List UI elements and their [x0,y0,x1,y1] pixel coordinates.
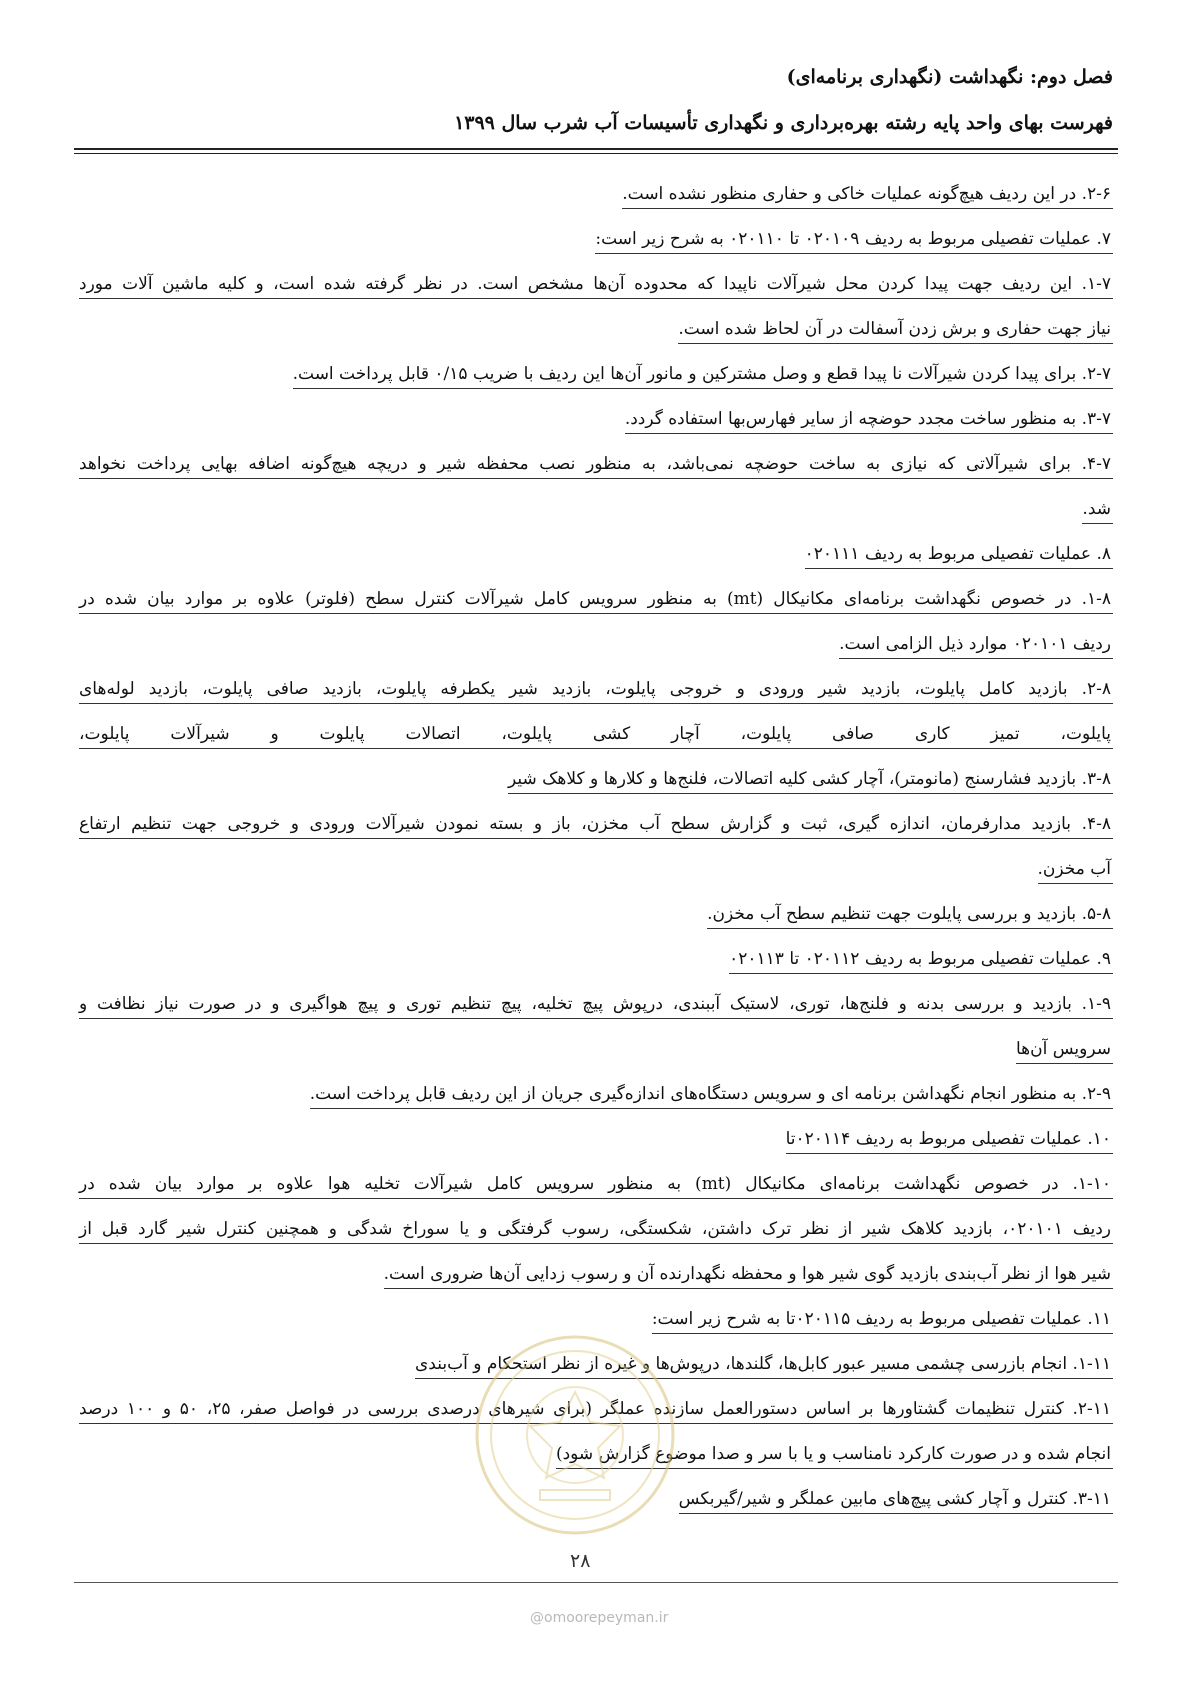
text-line [79,407,1113,452]
text-line [79,452,1113,497]
text-line [79,632,1113,677]
line-text: ۲-۹. به منظور انجام نگهداشن برنامه ای و سرویس دستگاه‌های اندازه‌گیری جریان از این ردیف قابل پرداخت است. [310,1082,1113,1109]
text-line [79,767,1113,812]
footer-divider [74,1582,1118,1583]
header-divider-thin [74,153,1118,154]
line-text: ۱-۷. این ردیف جهت پیدا کردن محل شیرآلات ناپیدا که محدوده آن‌ها مشخص است. در نظر گرفته شده است، و کلیه ماشین آلات مورد [79,272,1113,299]
line-text: ۵-۸. بازدید و بررسی پایلوت جهت تنظیم سطح آب مخزن. [707,902,1113,929]
line-text: ۱۰. عملیات تفصیلی مربوط به ردیف ۰۲۰۱۱۴تا [786,1127,1113,1154]
line-text: آب مخزن. [1038,857,1113,884]
line-text: ۲-۸. بازدید کامل پایلوت، بازدید شیر ورودی و خروجی پایلوت، بازدید شیر یکطرفه پایلوت، بازدید صافی پایلوت، بازدید لوله‌های [79,677,1113,704]
line-text: ۳-۷. به منظور ساخت مجدد حوضچه از سایر فهارس‌بها استفاده گردد. [625,407,1113,434]
line-text: سرویس آن‌ها [1016,1037,1113,1064]
line-text: ۴-۷. برای شیرآلاتی که نیازی به ساخت حوضچه نمی‌باشد، به منظور نصب محفظه شیر و دریچه هیچ‌گونه اضافه بهایی پرداخت نخواهد [79,452,1113,479]
line-text: ردیف ۰۲۰۱۰۱، بازدید کلاهک شیر از نظر ترک داشتن، شکستگی، رسوب گرفتگی و یا سوراخ شدگی و همچنین کنترل شیر گارد قبل از [79,1217,1113,1244]
text-line [79,1082,1113,1127]
text-line [79,812,1113,857]
watermark-text: @omoorepeyman.ir [530,1610,669,1626]
text-line [79,227,1113,272]
line-text: ۲-۷. برای پیدا کردن شیرآلات نا پیدا قطع و وصل مشترکین و مانور آن‌ها این ردیف با ضریب ۰/۱۵ قابل پرداخت است. [293,362,1113,389]
text-line [79,992,1113,1037]
text-line [79,677,1113,722]
text-line [79,1217,1113,1262]
line-text: نیاز جهت حفاری و برش زدن آسفالت در آن لحاظ شده است. [678,317,1113,344]
text-line [79,947,1113,992]
text-line [79,497,1113,542]
line-text: ۱-۱۰. در خصوص نگهداشت برنامه‌ای مکانیکال (mt) به منظور سرویس کامل شیرآلات تخلیه هوا علاوه بر موارد بیان شده در [79,1172,1113,1199]
chapter-heading: فصل دوم: نگهداشت (نگهداری برنامه‌ای) [786,66,1113,88]
text-line [79,542,1113,587]
line-text: ۲-۱۱. کنترل تنظیمات گشتاورها بر اساس دستورالعمل سازنده عملگر (برای شیرهای درصدی بررسی در فواصل صفر، ۲۵، ۵۰ و ۱۰۰ درصد [79,1397,1113,1424]
text-line [79,1262,1113,1307]
line-text: شیر هوا از نظر آب‌بندی بازدید گوی شیر هوا و محفظه نگهدارنده آن و رسوب زدایی آن‌ها ضروری است. [384,1262,1113,1289]
line-text: ۱-۸. در خصوص نگهداشت برنامه‌ای مکانیکال (mt) به منظور سرویس کامل شیرآلات کنترل سطح (فلوتر) علاوه بر موارد بیان شده در [79,587,1113,614]
line-text: ۱۱. عملیات تفصیلی مربوط به ردیف ۰۲۰۱۱۵تا به شرح زیر است: [652,1307,1113,1334]
line-text: ردیف ۰۲۰۱۰۱ موارد ذیل الزامی است. [839,632,1113,659]
seal-emblem-icon [470,1330,680,1540]
document-title: فهرست بهای واحد پایه رشته بهره‌برداری و نگهداری تأسیسات آب شرب سال ۱۳۹۹ [454,112,1113,134]
line-text: شد. [1082,497,1113,524]
text-line [79,857,1113,902]
line-text: ۷. عملیات تفصیلی مربوط به ردیف ۰۲۰۱۰۹ تا ۰۲۰۱۱۰ به شرح زیر است: [595,227,1113,254]
text-line [79,317,1113,362]
text-line [79,362,1113,407]
text-line [79,902,1113,947]
line-text: پایلوت، تمیز کاری صافی پایلوت، آچار کشی پایلوت، اتصالات پایلوت و شیرآلات پایلوت، [79,722,1113,749]
text-line [79,1172,1113,1217]
line-text: ۱-۱۱. انجام بازرسی چشمی مسیر عبور کابل‌ها، گلندها، درپوش‌ها و غیره از نظر استحکام و آب‌بندی [415,1352,1113,1379]
text-line [79,182,1113,227]
text-line [79,587,1113,632]
text-line [79,272,1113,317]
line-text: ۱-۹. بازدید و بررسی بدنه و فلنج‌ها، توری، لاستیک آببندی، درپوش پیچ تخلیه، پیچ تنظیم توری و پیچ هواگیری و در صورت نیاز نظافت و [79,992,1113,1019]
text-line [79,722,1113,767]
line-text: ۲-۶. در این ردیف هیچ‌گونه عملیات خاکی و حفاری منظور نشده است. [622,182,1113,209]
line-text: انجام شده و در صورت کارکرد نامناسب و یا با سر و صدا موضوع گزارش شود) [556,1442,1113,1469]
line-text: ۸. عملیات تفصیلی مربوط به ردیف ۰۲۰۱۱۱ [805,542,1113,569]
line-text: ۳-۸. بازدید فشارسنج (مانومتر)، آچار کشی کلیه اتصالات، فلنج‌ها و کلارها و کلاهک شیر [508,767,1113,794]
header-divider [74,148,1118,150]
line-text: ۳-۱۱. کنترل و آچار کشی پیچ‌های مابین عملگر و شیر/گیربکس [679,1487,1113,1514]
text-line [79,1127,1113,1172]
page-number: ۲۸ [570,1550,591,1572]
line-text: ۹. عملیات تفصیلی مربوط به ردیف ۰۲۰۱۱۲ تا ۰۲۰۱۱۳ [729,947,1113,974]
text-line [79,1037,1113,1082]
line-text: ۴-۸. بازدید مدارفرمان، اندازه گیری، ثبت و گزارش سطح آب مخزن، باز و بسته نمودن شیرآلات ورودی و خروجی جهت تنظیم ارتفاع [79,812,1113,839]
